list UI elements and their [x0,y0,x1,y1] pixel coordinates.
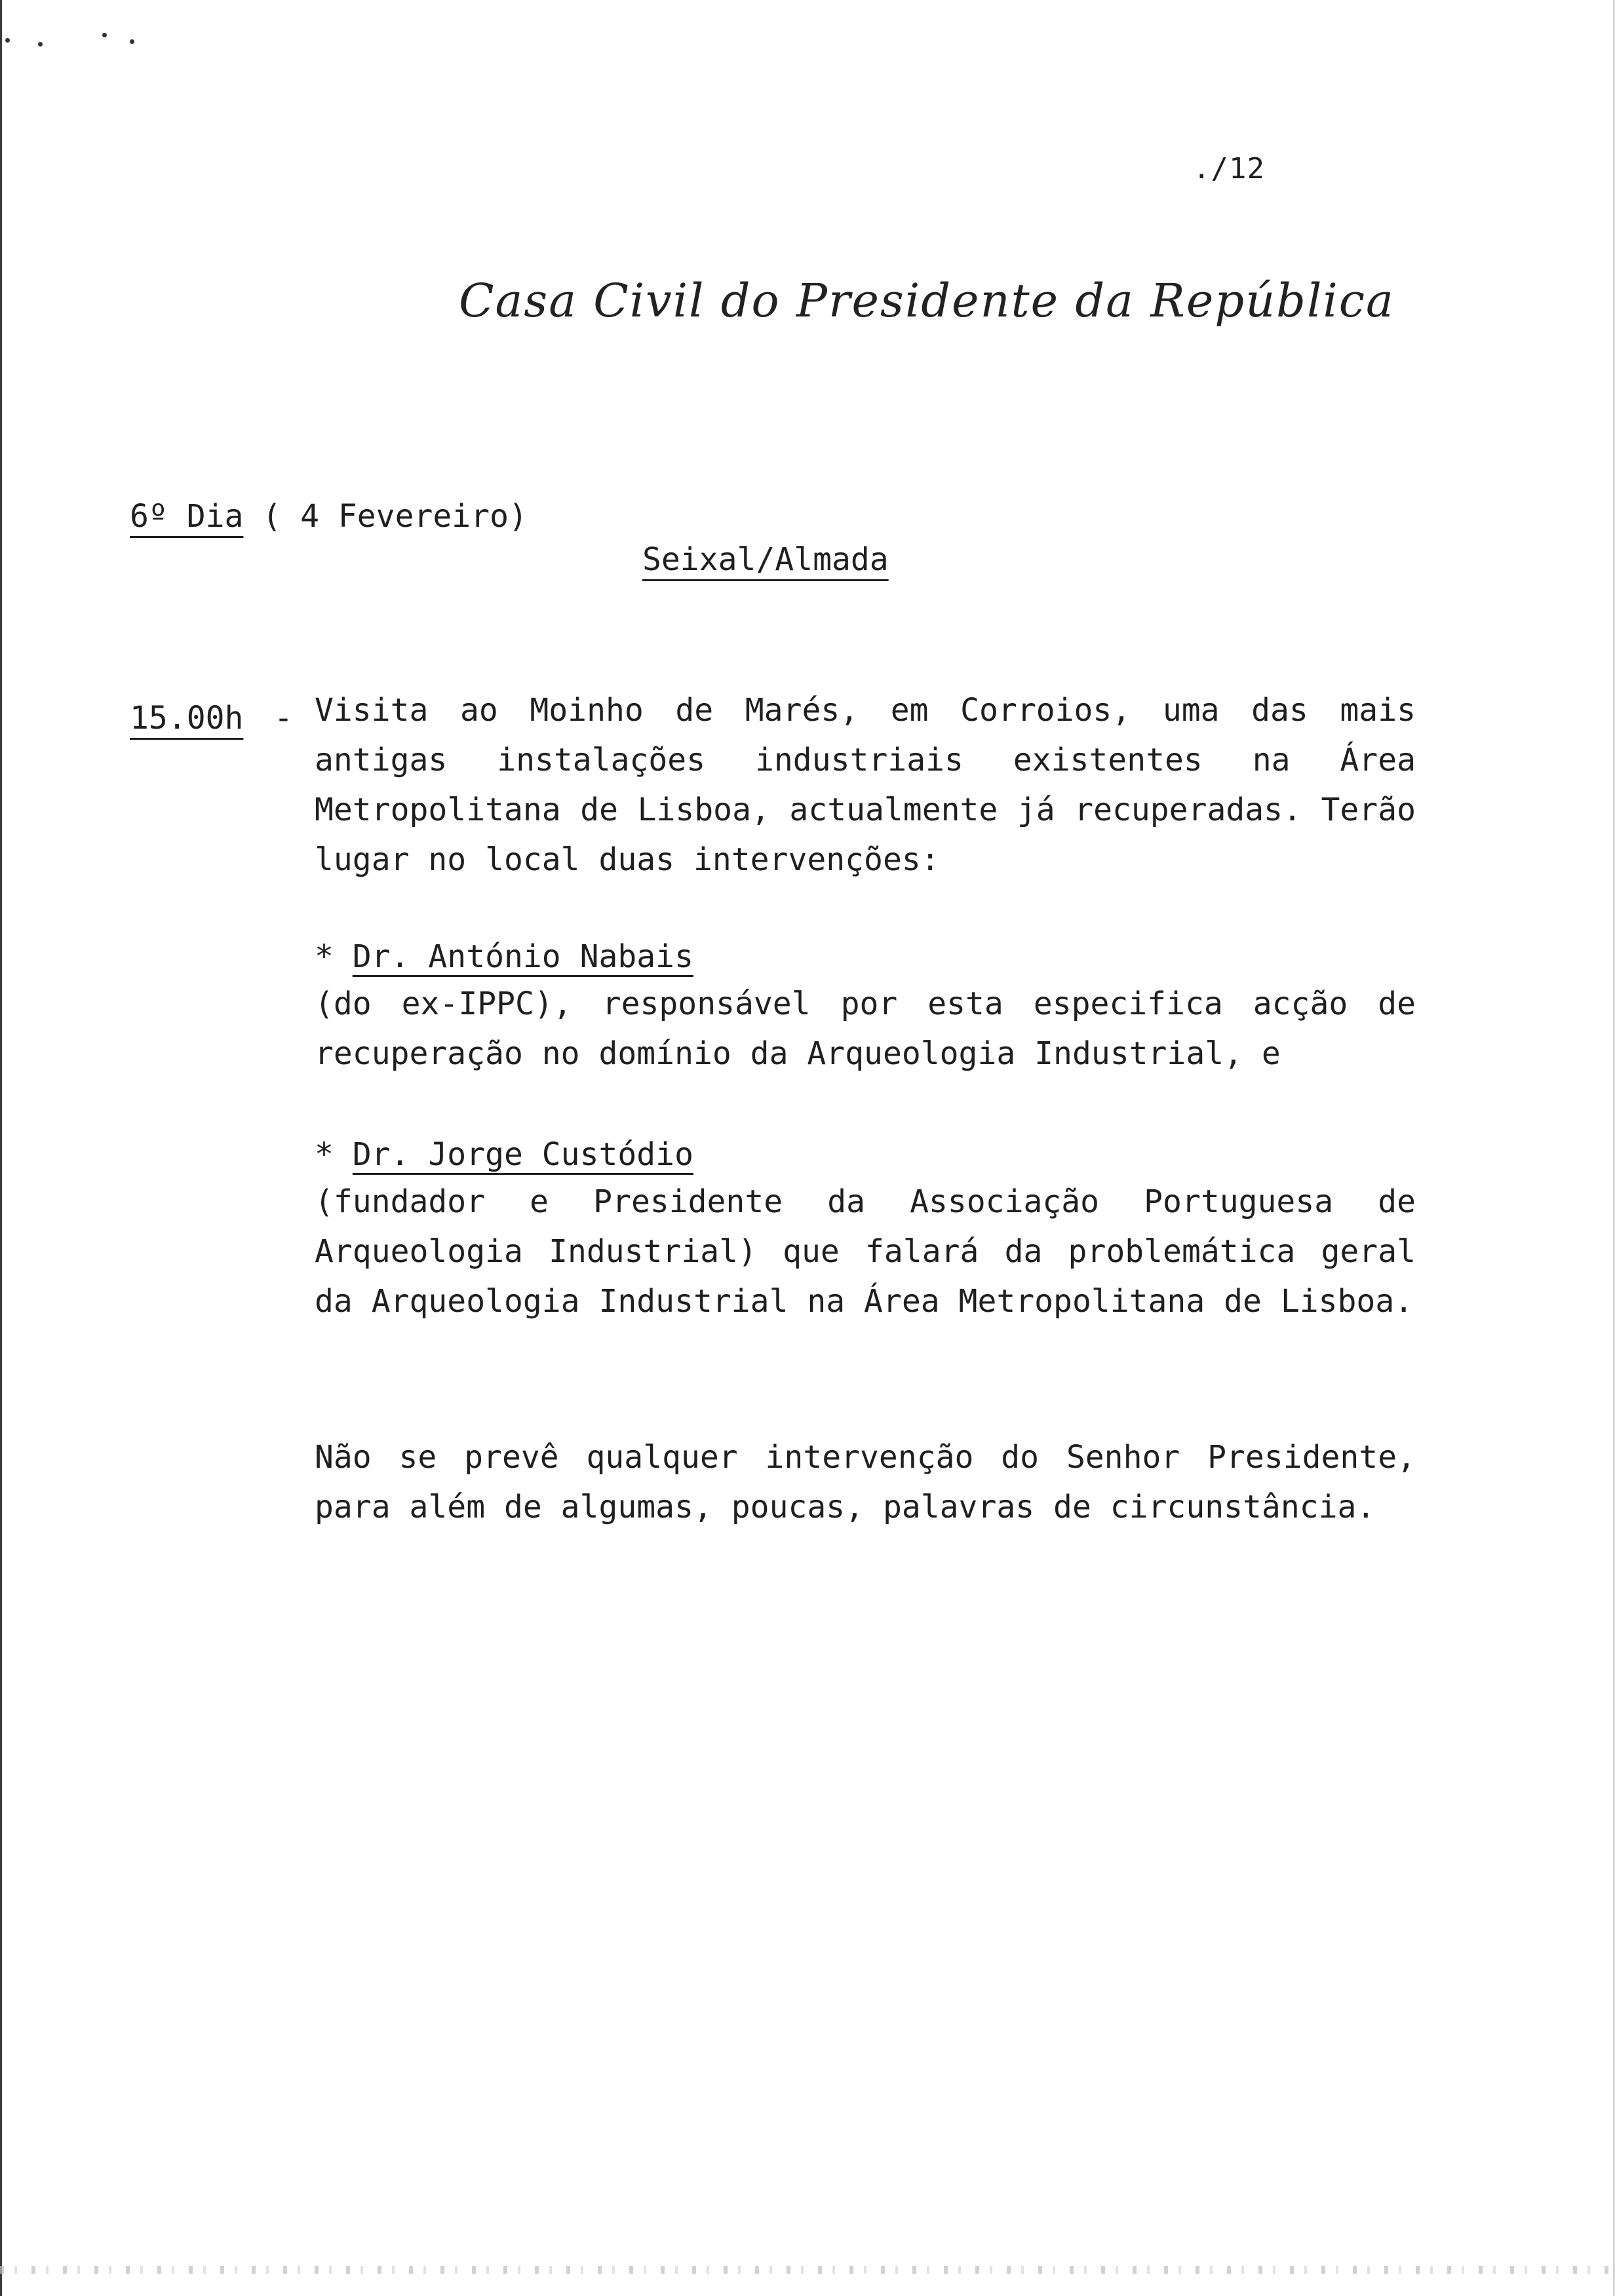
day-date: ( 4 Fevereiro) [243,498,528,535]
scan-speck [102,33,107,37]
speaker-name: Dr. Jorge Custódio [352,1136,693,1173]
bullet: * [315,1136,353,1173]
bullet: * [315,938,353,975]
event-dash: - [274,700,293,737]
page-edge [0,0,2,2296]
event-intro: Visita ao Moinho de Marés, em Corroios, uma das mais antigas instalações industriais existentes na Área Metropolitana de Lisboa, actualmente já recuperadas. Terão lugar no local duas intervenções: [315,692,1416,878]
scan-speck [5,38,10,43]
location-heading: Seixal/Almada [642,541,889,578]
scan-speck [130,39,134,44]
letterhead: Casa Civil do Presidente da República [459,274,1395,328]
page-number: ./12 [1193,152,1265,185]
scan-noise [0,2266,1615,2274]
speaker-heading [315,938,693,975]
scan-speck [38,42,43,47]
speaker-description: (do ex-IPPC), responsável por esta especifica acção de recuperação no domínio da Arqueologia Industrial, e [315,985,1416,1072]
day-heading [130,498,528,535]
speaker-heading [315,1136,693,1173]
day-label: 6º Dia [130,498,244,535]
event-time: 15.00h [130,700,244,737]
speaker-name: Dr. António Nabais [352,938,693,975]
closing-note: Não se prevê qualquer intervenção do Senhor Presidente, para além de algumas, poucas, palavras de circunstância. [315,1439,1416,1525]
speaker-description: (fundador e Presidente da Associação Portuguesa de Arqueologia Industrial) que falará da problemática geral da Arqueologia Industrial na Área Metropolitana de Lisboa. [315,1183,1416,1320]
